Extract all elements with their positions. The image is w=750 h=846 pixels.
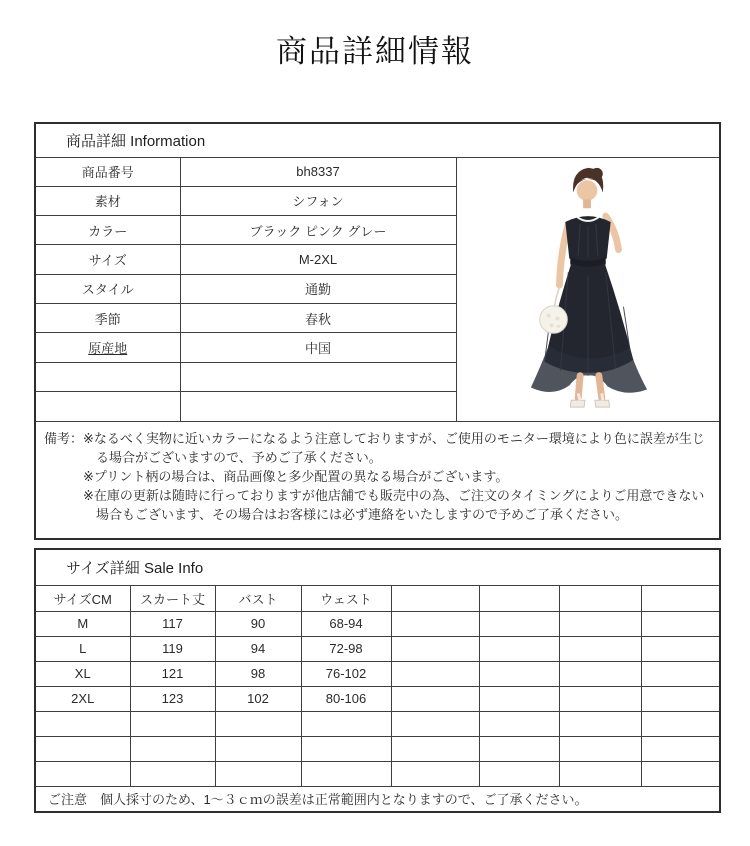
size-xl-bust: 98 bbox=[215, 661, 301, 686]
size-col-empty-1 bbox=[391, 585, 479, 611]
size-row-empty-2 bbox=[35, 736, 720, 761]
info-label-season: 季節 bbox=[35, 304, 180, 333]
size-row-xl bbox=[35, 661, 720, 686]
size-col-empty-2 bbox=[479, 585, 559, 611]
size-col-waist: ウェスト bbox=[301, 585, 391, 611]
size-m-label: M bbox=[35, 611, 130, 636]
size-l-waist: 72-98 bbox=[301, 636, 391, 661]
info-value-empty-1 bbox=[180, 362, 456, 391]
remarks-cell bbox=[35, 421, 720, 539]
size-col-empty-4 bbox=[641, 585, 720, 611]
info-label-color: カラー bbox=[35, 216, 180, 245]
info-value-origin: 中国 bbox=[180, 333, 456, 362]
size-xl-waist: 76-102 bbox=[301, 661, 391, 686]
page-title: 商品詳細情報 bbox=[276, 34, 474, 69]
size-row-m bbox=[35, 611, 720, 636]
size-l-label: L bbox=[35, 636, 130, 661]
size-2xl-skirt: 123 bbox=[130, 686, 215, 711]
remark-color-difference: ※なるべく実物に近いカラーになるよう注意しておりますが、ご使用のモニター環境により色に誤差が生じる場合がございますので、予めご了承ください。 bbox=[83, 430, 705, 465]
size-xl-skirt: 121 bbox=[130, 661, 215, 686]
remark-stock-update: ※在庫の更新は随時に行っておりますが他店舗でも販売中の為、ご注文のタイミングによりご用意できない場合もございます、その場合はお客様には必ず連絡をいたしますので予めご了承ください。 bbox=[83, 487, 705, 522]
size-2xl-waist: 80-106 bbox=[301, 686, 391, 711]
info-value-style: 通勤 bbox=[180, 274, 456, 303]
size-col-bust: バスト bbox=[215, 585, 301, 611]
info-label-material: 素材 bbox=[35, 186, 180, 215]
info-value-item-number: bh8337 bbox=[180, 157, 456, 186]
size-2xl-bust: 102 bbox=[215, 686, 301, 711]
remarks-label: 備考： bbox=[44, 430, 84, 446]
product-photo-cell bbox=[456, 157, 720, 421]
size-l-skirt: 119 bbox=[130, 636, 215, 661]
size-table-header: サイズ詳細 Sale Info bbox=[35, 549, 720, 585]
info-table-header: 商品詳細 Information bbox=[35, 123, 720, 157]
info-label-size: サイズ bbox=[35, 245, 180, 274]
info-label-origin: 原産地 bbox=[35, 333, 180, 362]
remark-print-pattern: ※プリント柄の場合は、商品画像と多少配置の異なる場合がございます。 bbox=[83, 468, 509, 484]
info-value-color: ブラック ピンク グレー bbox=[180, 216, 456, 245]
size-m-skirt: 117 bbox=[130, 611, 215, 636]
size-l-bust: 94 bbox=[215, 636, 301, 661]
size-m-waist: 68-94 bbox=[301, 611, 391, 636]
size-xl-label: XL bbox=[35, 661, 130, 686]
remarks-list bbox=[83, 429, 711, 524]
info-value-material: シフォン bbox=[180, 186, 456, 215]
size-caution-note: ご注意 個人採寸のため、1～３ｃｍの誤差は正常範囲内となりますので、ご了承ください。 bbox=[35, 786, 720, 812]
info-label-item-number: 商品番号 bbox=[35, 157, 180, 186]
size-m-bust: 90 bbox=[215, 611, 301, 636]
info-value-empty-2 bbox=[180, 392, 456, 421]
size-col-size-cm: サイズCM bbox=[35, 585, 130, 611]
size-col-skirt-length: スカート丈 bbox=[130, 585, 215, 611]
info-label-style: スタイル bbox=[35, 274, 180, 303]
size-column-header-row bbox=[35, 585, 720, 611]
info-value-season: 春秋 bbox=[180, 304, 456, 333]
size-2xl-label: 2XL bbox=[35, 686, 130, 711]
size-info-table bbox=[34, 548, 721, 813]
info-label-empty-2 bbox=[35, 392, 180, 421]
product-info-table bbox=[34, 122, 721, 540]
product-photo bbox=[458, 158, 718, 418]
size-row-l bbox=[35, 636, 720, 661]
info-label-empty-1 bbox=[35, 362, 180, 391]
info-value-size: M-2XL bbox=[180, 245, 456, 274]
size-row-2xl bbox=[35, 686, 720, 711]
size-col-empty-3 bbox=[559, 585, 641, 611]
size-row-empty-3 bbox=[35, 761, 720, 786]
size-row-empty-1 bbox=[35, 711, 720, 736]
